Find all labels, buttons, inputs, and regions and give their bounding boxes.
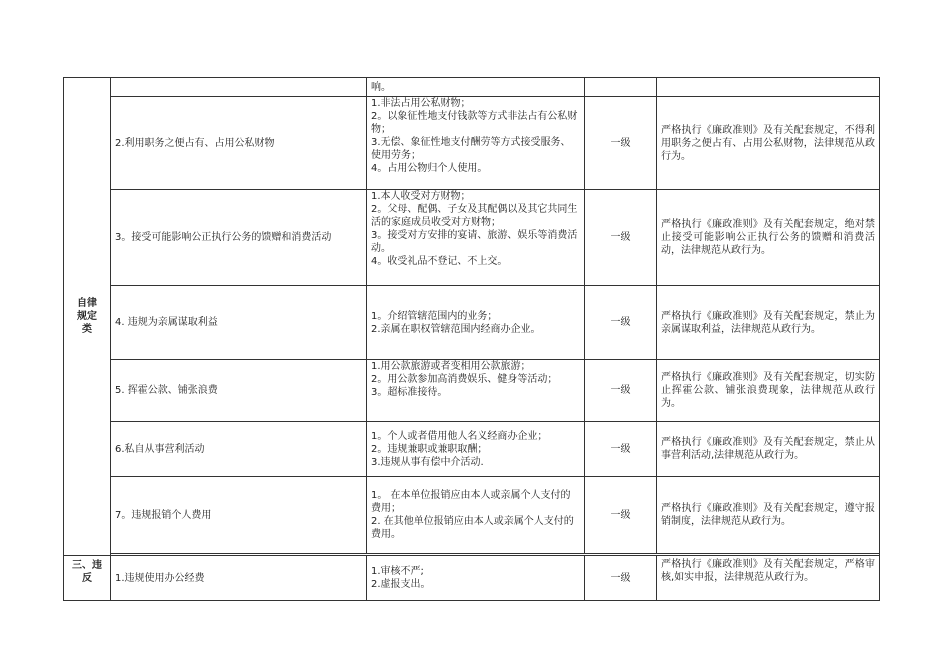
detail-cell bbox=[367, 360, 585, 422]
detail-line: 2。以象征性地支付钱款等方式非法占有公私财物； bbox=[371, 111, 578, 135]
prevention-measure: 严格执行《廉政准则》及有关配套规定，遵守报销制度，法律规范从政行为。 bbox=[657, 477, 880, 554]
detail-line: 4。收受礼品不登记、不上交。 bbox=[371, 256, 508, 267]
name-cell bbox=[111, 78, 367, 97]
category-label: 三、违反 bbox=[72, 560, 102, 584]
prevention-measure: 严格执行《廉政准则》及有关配套规定，不得利用职务之便占有、占用公私财物，法律规范从政行为。 bbox=[657, 97, 880, 190]
table-row bbox=[64, 422, 880, 477]
detail-line: 4。占用公物归个人使用。 bbox=[371, 163, 488, 174]
detail-cell bbox=[367, 422, 585, 477]
detail-line: 2。用公款参加高消费娱乐、健身等活动； bbox=[371, 374, 558, 385]
category-cell bbox=[64, 78, 111, 556]
table-row bbox=[64, 360, 880, 422]
prevention-measure bbox=[657, 556, 880, 601]
table-row bbox=[64, 556, 880, 601]
prevention-measure: 严格执行《廉政准则》及有关配套规定，禁止为亲属谋取利益，法律规范从政行为。 bbox=[657, 286, 880, 360]
detail-cell bbox=[367, 286, 585, 360]
detail-line: 3.无偿、象征性地支付酬劳等方式接受服务、使用劳务； bbox=[371, 137, 571, 161]
detail-line: 1.审核不严; bbox=[371, 566, 424, 577]
table-row bbox=[64, 190, 880, 286]
detail-line: 2.虚报支出。 bbox=[371, 579, 431, 590]
detail-line: 1.用公款旅游或者变相用公款旅游； bbox=[371, 361, 531, 372]
risk-level: 一级 bbox=[585, 360, 657, 422]
risk-level: 一级 bbox=[585, 190, 657, 286]
risk-level: 一级 bbox=[585, 97, 657, 190]
risk-level: 一级 bbox=[585, 477, 657, 554]
detail-line: 响。 bbox=[371, 81, 391, 93]
detail-line: 2.亲属在职权管辖范围内经商办企业。 bbox=[371, 323, 541, 335]
detail-line: 3.违规从事有偿中介活动. bbox=[371, 456, 484, 468]
risk-name: 2.利用职务之便占有、占用公私财物 bbox=[111, 97, 367, 190]
prevention-measure: 严格执行《廉政准则》及有关配套规定，绝对禁止接受可能影响公正执行公务的馈赠和消费活动，法律规范从政行为。 bbox=[657, 190, 880, 286]
detail-line: 1.非法占用公私财物； bbox=[371, 98, 471, 109]
detail-cell bbox=[367, 97, 585, 190]
measure-cell bbox=[657, 78, 880, 97]
risk-name: 3。接受可能影响公正执行公务的馈赠和消费活动 bbox=[111, 190, 367, 286]
detail-line: 3。接受对方安排的宴请、旅游、娱乐等消费活动。 bbox=[371, 230, 578, 254]
table-row bbox=[64, 286, 880, 360]
detail-line: 1。介绍管辖范围内的业务； bbox=[371, 310, 498, 322]
prevention-measure: 严格执行《廉政准则》及有关配套规定，切实防止挥霍公款、铺张浪费现象，法律规范从政行为。 bbox=[657, 360, 880, 422]
detail-cell bbox=[367, 78, 585, 97]
risk-level: 一级 bbox=[585, 422, 657, 477]
risk-name: 1.违规使用办公经费 bbox=[111, 556, 367, 601]
detail-line: 3。超标准接待。 bbox=[371, 387, 448, 398]
risk-level: 一级 bbox=[585, 286, 657, 360]
risk-name: 5. 挥霍公款、铺张浪费 bbox=[111, 360, 367, 422]
detail-line: 1。 在本单位报销应由本人或亲属个人支付的费用； bbox=[371, 490, 571, 514]
prevention-measure: 严格执行《廉政准则》及有关配套规定，禁止从事营利活动,法律规范从政行为。 bbox=[657, 422, 880, 477]
detail-cell bbox=[367, 477, 585, 554]
detail-line: 1。个人或者借用他人名义经商办企业； bbox=[371, 430, 548, 442]
category-cell bbox=[64, 556, 111, 601]
risk-table bbox=[63, 77, 880, 601]
detail-cell bbox=[367, 556, 585, 601]
table-row bbox=[64, 78, 880, 97]
detail-line: 1.本人收受对方财物； bbox=[371, 191, 471, 202]
risk-name: 7。违规报销个人费用 bbox=[111, 477, 367, 554]
detail-line: 2. 在其他单位报销应由本人或亲属个人支付的费用。 bbox=[371, 516, 574, 540]
measure-text: 严格执行《廉政准则》及有关配套规定，严格审核,如实申报，法律规范从政行为。 bbox=[661, 559, 875, 583]
detail-line: 2。违规兼职或兼职取酬； bbox=[371, 443, 488, 455]
table-row bbox=[64, 97, 880, 190]
category-label: 自律规定类 bbox=[77, 298, 97, 335]
risk-name: 6.私自从事营利活动 bbox=[111, 422, 367, 477]
level-cell bbox=[585, 78, 657, 97]
detail-line: 2。父母、配偶、子女及其配偶以及其它共同生活的家庭成员收受对方财物； bbox=[371, 204, 578, 228]
risk-name: 4. 违规为亲属谋取利益 bbox=[111, 286, 367, 360]
risk-level: 一级 bbox=[585, 556, 657, 601]
detail-cell bbox=[367, 190, 585, 286]
table-row bbox=[64, 477, 880, 554]
